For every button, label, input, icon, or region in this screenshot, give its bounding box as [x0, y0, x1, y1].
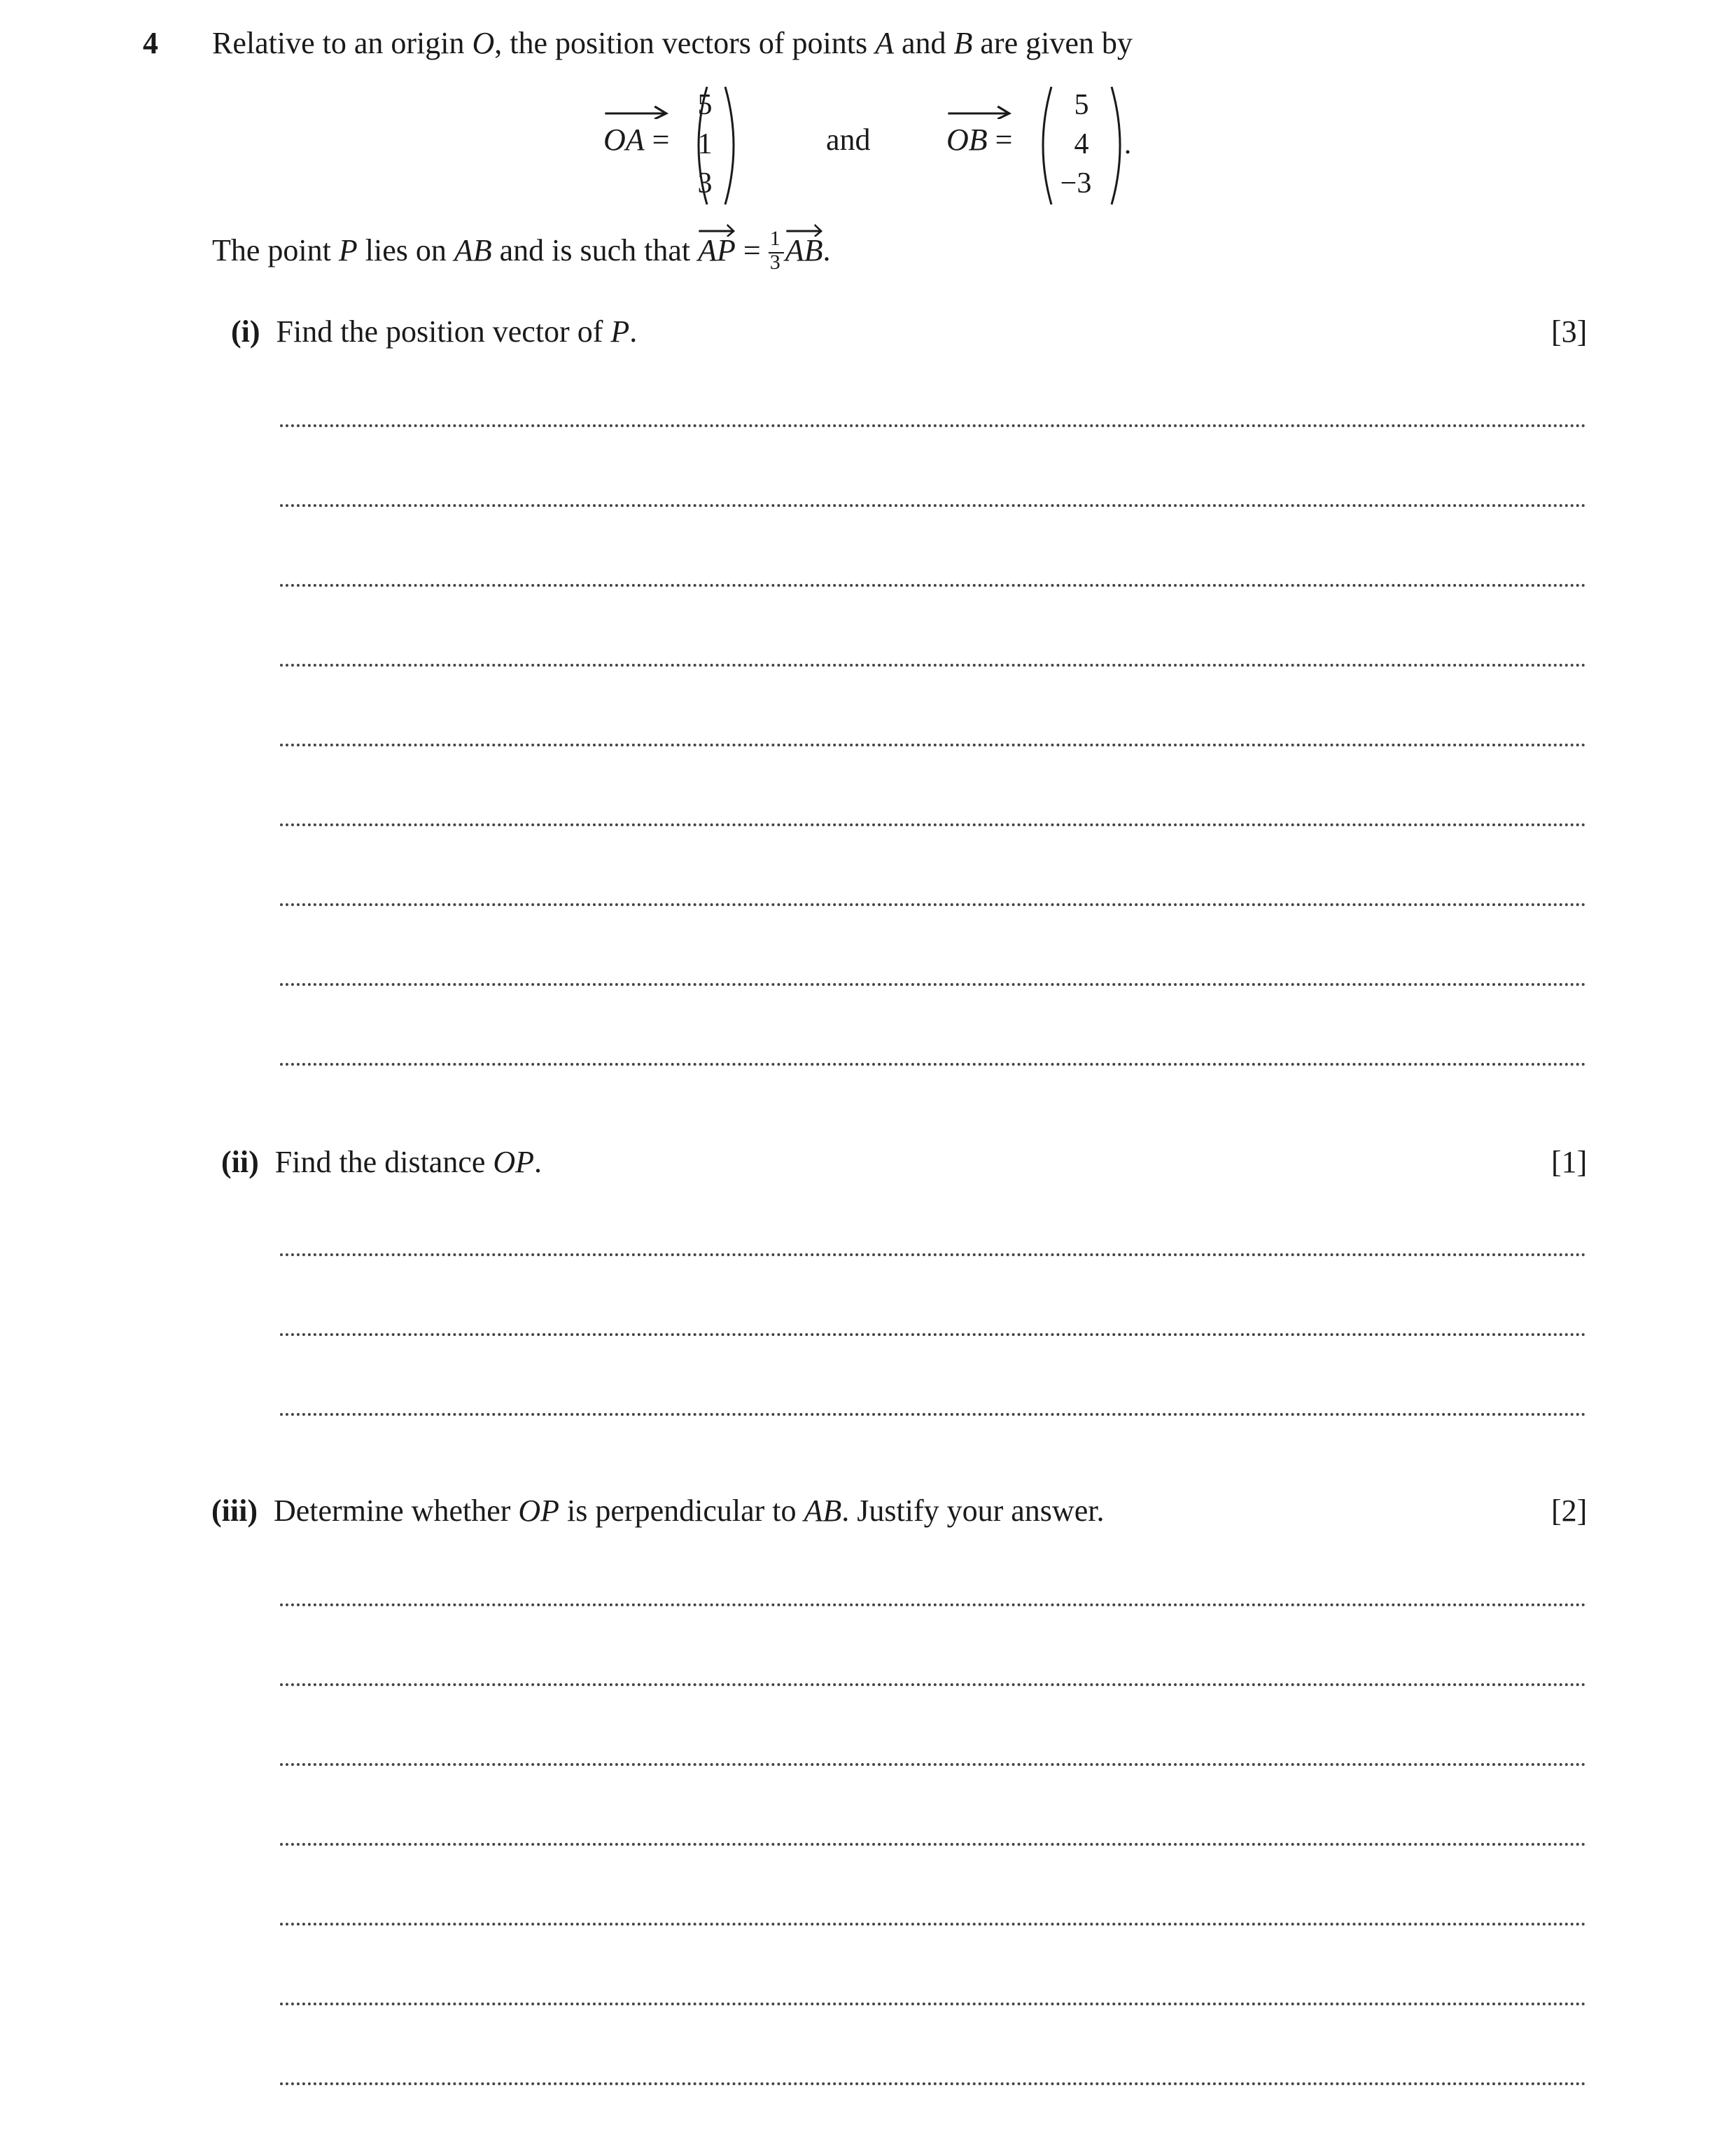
vector-oa-x: 5 — [697, 89, 713, 121]
answer-line[interactable] — [280, 504, 1586, 507]
answer-line[interactable] — [280, 1923, 1586, 1926]
answer-line[interactable] — [280, 1763, 1586, 1766]
part-i-question: (i) Find the position vector of P. — [231, 314, 638, 349]
answer-line[interactable] — [280, 1843, 1586, 1846]
vector-arrow-icon — [946, 98, 1012, 119]
part-i-marks: [3] — [1551, 314, 1588, 349]
part-ii-question: (ii) Find the distance OP. — [221, 1145, 542, 1179]
answer-line[interactable] — [280, 2003, 1586, 2005]
vector-arrow-icon — [698, 218, 736, 237]
fraction-one-third: $\frac{1}{3}$ — [769, 238, 785, 269]
answer-line[interactable] — [280, 1253, 1586, 1256]
part-iii-marks: [2] — [1551, 1494, 1588, 1528]
answer-line[interactable] — [280, 1683, 1586, 1686]
statement-p: The point P lies on AB and is such that AP = $\frac{1}{3}$ AB. — [212, 232, 831, 269]
answer-line[interactable] — [280, 1063, 1586, 1066]
right-paren — [722, 83, 743, 209]
part-iii-question: (iii) Determine whether OP is perpendicular to AB. Justify your answer. — [211, 1494, 1105, 1528]
vector-oa-y: 1 — [697, 128, 713, 160]
vector-ap: AP — [698, 232, 736, 268]
vector-ob-y: 4 — [1074, 128, 1089, 160]
answer-line[interactable] — [280, 664, 1586, 667]
answer-line[interactable] — [280, 1413, 1586, 1416]
answer-line[interactable] — [280, 1333, 1586, 1336]
answer-line[interactable] — [280, 983, 1586, 986]
answer-line[interactable] — [280, 424, 1586, 427]
answer-line[interactable] — [280, 903, 1586, 906]
question-number: 4 — [143, 26, 158, 60]
vector-ob-x: 5 — [1074, 89, 1089, 121]
vector-ob-label: OB = — [946, 122, 1012, 158]
vector-arrow-icon — [785, 218, 823, 237]
part-ii-marks: [1] — [1551, 1145, 1588, 1179]
vector-arrow-icon — [603, 98, 669, 119]
vector-ob — [946, 83, 1142, 209]
vector-oa-label: OA = — [603, 122, 669, 158]
answer-line[interactable] — [280, 744, 1586, 746]
vector-ob-z: −3 — [1060, 167, 1092, 200]
answer-line[interactable] — [280, 584, 1586, 587]
answer-line[interactable] — [280, 1603, 1586, 1606]
period: . — [1124, 128, 1132, 160]
vector-ab: AB — [785, 232, 823, 268]
answer-line[interactable] — [280, 2082, 1586, 2085]
vector-oa-z: 3 — [697, 167, 713, 200]
question-intro: Relative to an origin O, the position vectors of points A and B are given by — [212, 26, 1133, 60]
answer-line[interactable] — [280, 823, 1586, 826]
and-word: and — [826, 123, 871, 157]
vector-oa — [603, 83, 778, 209]
